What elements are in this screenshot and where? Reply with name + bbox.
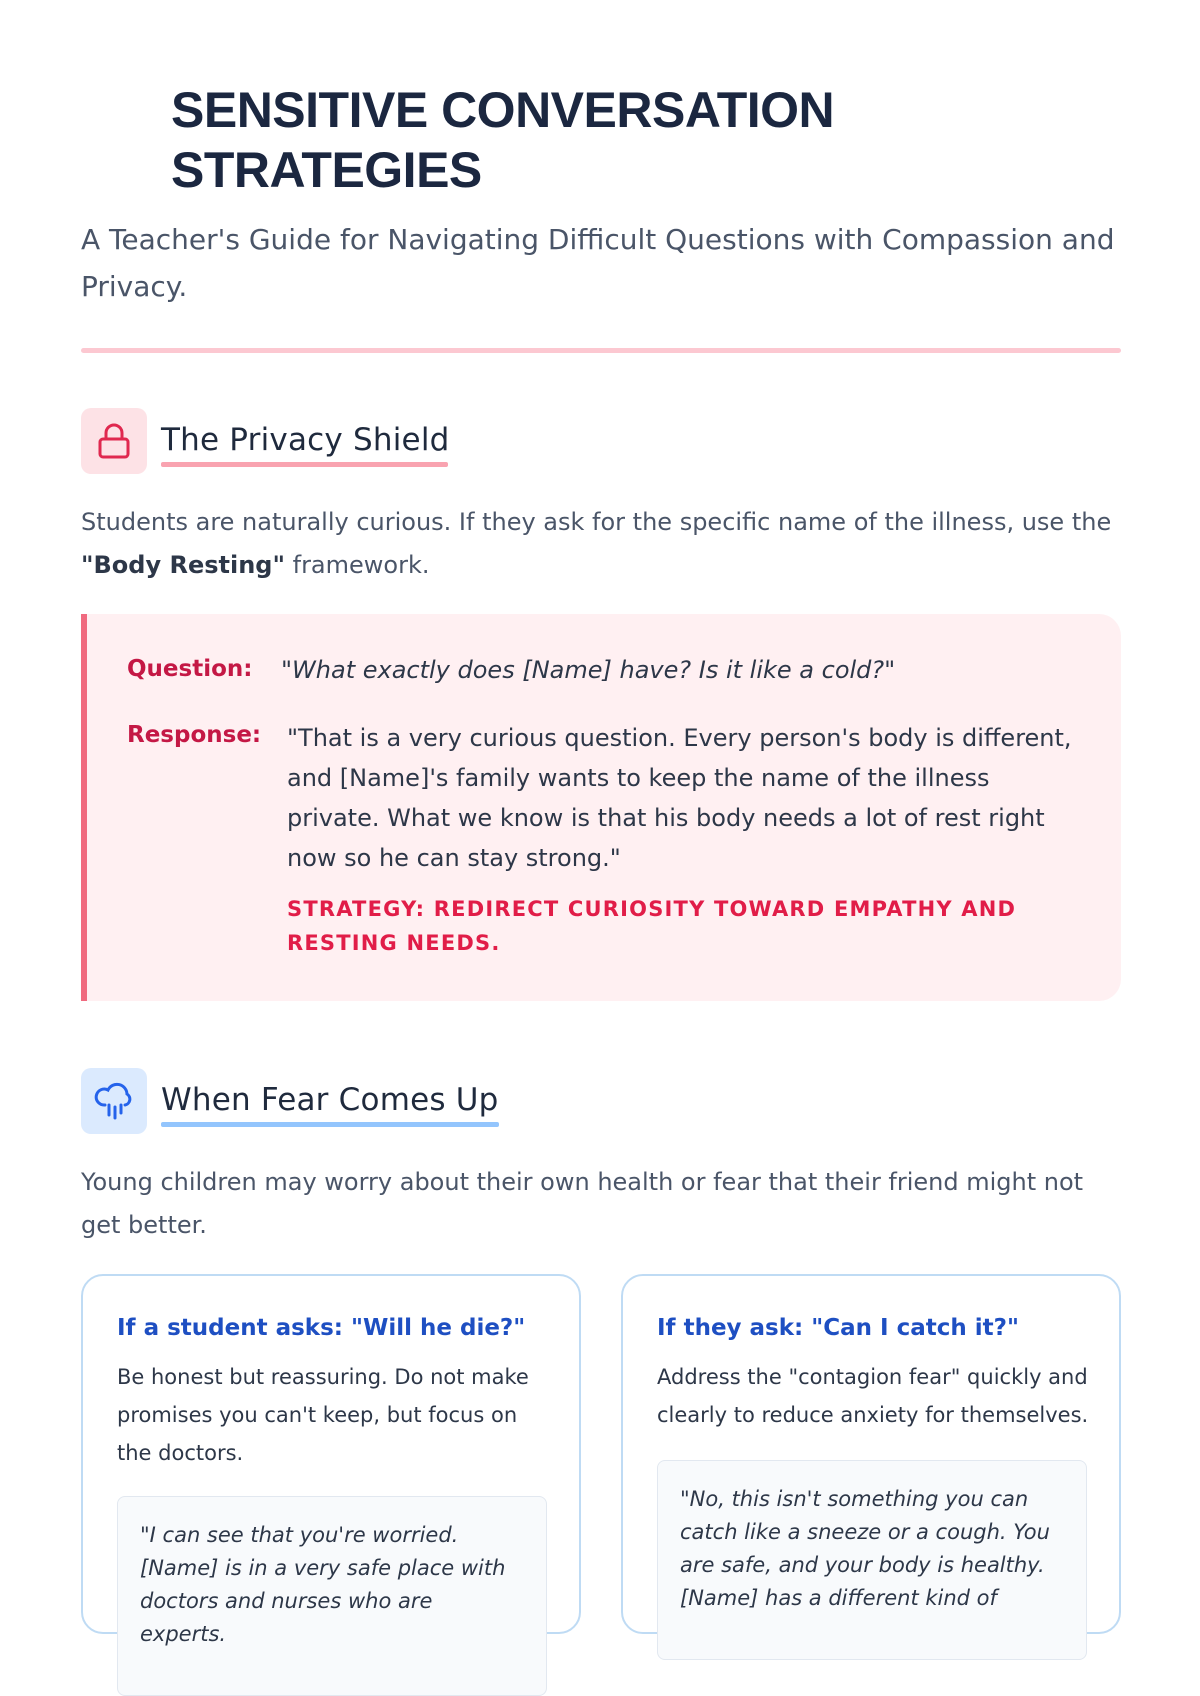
response-label: Response: xyxy=(127,722,262,748)
cloud-rain-icon xyxy=(81,1068,147,1134)
question-text: "What exactly does [Name] have? Is it like a cold?" xyxy=(281,656,896,684)
card-quote-box xyxy=(117,1496,547,1696)
lock-icon xyxy=(81,408,147,474)
card-quote-box xyxy=(657,1460,1087,1660)
card-text: Address the "contagion fear" quickly and clearly to reduce anxiety for themselves. xyxy=(657,1365,1089,1427)
privacy-qa-card xyxy=(81,614,1121,1001)
response-text: "That is a very curious question. Every person's body is different, and [Name]'s family wants to keep the name of the illness private. What we know is that his body needs a lot of rest right now so he can stay strong." xyxy=(287,724,1072,872)
fear-section-title: When Fear Comes Up xyxy=(161,1082,499,1118)
privacy-title-underline xyxy=(161,462,448,467)
header-divider xyxy=(81,348,1121,353)
question-label: Question: xyxy=(127,656,253,682)
strategy-note: STRATEGY: REDIRECT CURIOSITY TOWARD EMPATHY AND RESTING NEEDS. xyxy=(287,897,1017,955)
fear-card-die xyxy=(81,1274,581,1646)
page-title: SENSITIVE CONVERSATION STRATEGIES xyxy=(171,82,835,198)
privacy-section-header xyxy=(81,408,1121,472)
fear-title-underline xyxy=(161,1122,499,1127)
fear-card-catch xyxy=(621,1274,1121,1634)
fear-intro: Young children may worry about their own health or fear that their friend might not get better. xyxy=(81,1168,1084,1239)
privacy-intro: Students are naturally curious. If they ask for the specific name of the illness, use the "Body Resting" framework. xyxy=(81,508,1112,579)
card-quote: "I can see that you're worried. [Name] is in a very safe place with doctors and nurses who are experts. xyxy=(140,1523,506,1646)
privacy-section-title: The Privacy Shield xyxy=(161,422,450,458)
card-title: If a student asks: "Will he die?" xyxy=(117,1315,526,1341)
fear-section-header xyxy=(81,1068,1121,1132)
card-text: Be honest but reassuring. Do not make promises you can't keep, but focus on the doctors. xyxy=(117,1365,529,1465)
page-subtitle: A Teacher's Guide for Navigating Difficult Questions with Compassion and Privacy. xyxy=(81,223,1115,303)
card-title: If they ask: "Can I catch it?" xyxy=(657,1315,1019,1341)
card-quote: "No, this isn't something you can catch like a sneeze or a cough. You are safe, and your body is healthy. [Name] has a different kind of xyxy=(680,1487,1050,1610)
